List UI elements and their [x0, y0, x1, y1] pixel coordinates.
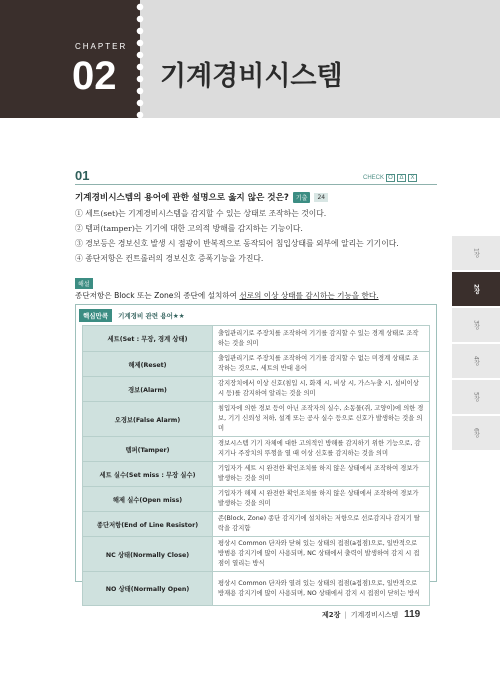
table-row — [83, 572, 430, 606]
check-box-o[interactable]: O — [386, 174, 395, 182]
term-cell: 세트 실수(Set miss : 무장 실수) — [83, 462, 213, 487]
term-cell: 종단저항(End of Line Resistor) — [83, 512, 213, 537]
answer-explanation — [75, 290, 379, 301]
desc-cell: 출입관리기로 주장치를 조작하여 기기를 감지할 수 있는 경계 상태로 조작하는 것을 의미 — [213, 326, 430, 352]
option-1[interactable]: ① 세트(set)는 기계경비시스템을 감지할 수 있는 상태로 조작하는 것이다. — [75, 209, 327, 218]
term-cell: 해제(Reset) — [83, 352, 213, 377]
desc-cell: 기입자가 해제 시 완전한 확인조치를 하지 않은 상태에서 조작하여 경보가 발생하는 것을 의미 — [213, 487, 430, 512]
footer-chapter: 제2장 — [322, 610, 341, 619]
side-tab-1[interactable]: 1장 — [452, 236, 500, 270]
term-cell: 세트(Set : 무장, 경계 상태) — [83, 326, 213, 352]
side-tab-6[interactable]: 6장 — [452, 416, 500, 450]
perforated-edge — [133, 0, 147, 118]
terms-table — [82, 325, 430, 606]
table-row — [83, 487, 430, 512]
answer-text: 종단저항은 Block 또는 Zone의 종단에 설치하여 — [75, 291, 240, 300]
option-3[interactable]: ③ 경보등은 경보신호 발생 시 점광이 반복적으로 동작되어 침입상태를 외부에 알리는 기기이다. — [75, 239, 399, 248]
desc-cell: 침입자에 의한 경보 등이 아닌 조작자의 실수, 소동물(쥐, 고양이)에 의한 경보, 기기 신뢰성 저하, 설계 또는 공사 실수 등으로 신호가 발생하는 것을 의미 — [213, 402, 430, 437]
table-row — [83, 462, 430, 487]
desc-cell: 감지장치에서 이상 신호(침입 시, 화재 시, 비상 시, 가스누출 시, 설비이상 시 등)를 감지하여 알리는 것을 의미 — [213, 377, 430, 402]
desc-cell: 평상시 Common 단자와 닫혀 있는 상태의 접점(a접점)으로, 일반적으로 방범용 감지기에 많이 사용되며, NC 상태에서 출력이 발생하여 감지 시 접점이 열리는 방식 — [213, 537, 430, 572]
term-cell: 해제 실수(Open miss) — [83, 487, 213, 512]
check-box-x[interactable]: X — [408, 174, 417, 182]
exam-tag-number: 24 — [314, 193, 328, 202]
side-tab-3[interactable]: 3장 — [452, 308, 500, 342]
table-row — [83, 512, 430, 537]
term-cell: 템퍼(Tamper) — [83, 437, 213, 462]
chapter-header-light-panel — [140, 0, 500, 118]
table-row — [83, 352, 430, 377]
term-cell: 경보(Alarm) — [83, 377, 213, 402]
exam-tag: 기출 — [293, 192, 311, 203]
key-point-header — [79, 308, 436, 322]
table-row — [83, 537, 430, 572]
question-stem — [75, 191, 328, 203]
answer-text-underlined: 선로의 이상 상태를 감시하는 기능을 한다. — [239, 291, 379, 300]
side-tab-2[interactable]: 2장 — [452, 272, 500, 306]
page-number: 119 — [404, 609, 421, 620]
footer-separator: | — [344, 610, 347, 619]
footer-title: 기계경비시스템 — [350, 610, 399, 619]
chapter-title: 기계경비시스템 — [160, 61, 343, 92]
key-point-box — [75, 304, 437, 597]
check-label: CHECK — [363, 175, 385, 181]
chapter-side-tabs — [452, 236, 500, 452]
key-point-tag: 핵심만콕 — [79, 309, 112, 322]
table-row — [83, 437, 430, 462]
answer-options — [75, 208, 399, 268]
desc-cell: 출입관리기로 주장치를 조작하여 기기를 감지할 수 없는 미경계 상태로 조작하는 것으로, 세트의 반대 용어 — [213, 352, 430, 377]
desc-cell: 평상시 Common 단자와 열려 있는 상태의 접점(a접점)으로, 일반적으로 방재용 감지기에 많이 사용되며, NO 상태에서 감지 시 접점이 닫히는 방식 — [213, 572, 430, 606]
option-2[interactable]: ② 템퍼(tamper)는 기기에 대한 고의적 방해를 감지하는 기능이다. — [75, 224, 303, 233]
side-tab-4[interactable]: 4장 — [452, 344, 500, 378]
chapter-header — [0, 0, 500, 118]
table-row — [83, 377, 430, 402]
chapter-number: 02 — [72, 54, 117, 98]
desc-cell: 존(Block, Zone) 종단 감지기에 설치하는 저항으로 선로감지나 감지기 탈락을 감지함 — [213, 512, 430, 537]
table-row — [83, 326, 430, 352]
chapter-label: CHAPTER — [75, 42, 128, 51]
term-cell: NC 상태(Normally Close) — [83, 537, 213, 572]
option-4[interactable]: ④ 종단저항은 컨트롤러의 경보신호 증폭기능을 가진다. — [75, 254, 264, 263]
question-number: 01 — [75, 168, 90, 183]
desc-cell: 경보시스템 기기 자체에 대한 고의적인 방해를 감지하기 위한 기능으로, 감지기나 주장치의 뚜껑을 열 때 이상 신호를 감지하는 것을 의미 — [213, 437, 430, 462]
key-point-title: 기계경비 관련 용어★★ — [118, 311, 185, 320]
term-cell: NO 상태(Normally Open) — [83, 572, 213, 606]
chapter-header-dark-panel — [0, 0, 140, 118]
question-stem-text: 기계경비시스템의 용어에 관한 설명으로 옳지 않은 것은? — [75, 193, 289, 203]
check-box-triangle[interactable]: Δ — [397, 174, 406, 182]
term-cell: 오경보(False Alarm) — [83, 402, 213, 437]
check-boxes — [363, 174, 417, 182]
question-divider — [75, 184, 437, 185]
answer-tag: 해설 — [75, 278, 93, 289]
side-tab-5[interactable]: 5장 — [452, 380, 500, 414]
desc-cell: 기입자가 세트 시 완전한 확인조치를 하지 않은 상태에서 조작하여 경보가 발생하는 것을 의미 — [213, 462, 430, 487]
table-row — [83, 402, 430, 437]
page-footer — [322, 609, 420, 620]
